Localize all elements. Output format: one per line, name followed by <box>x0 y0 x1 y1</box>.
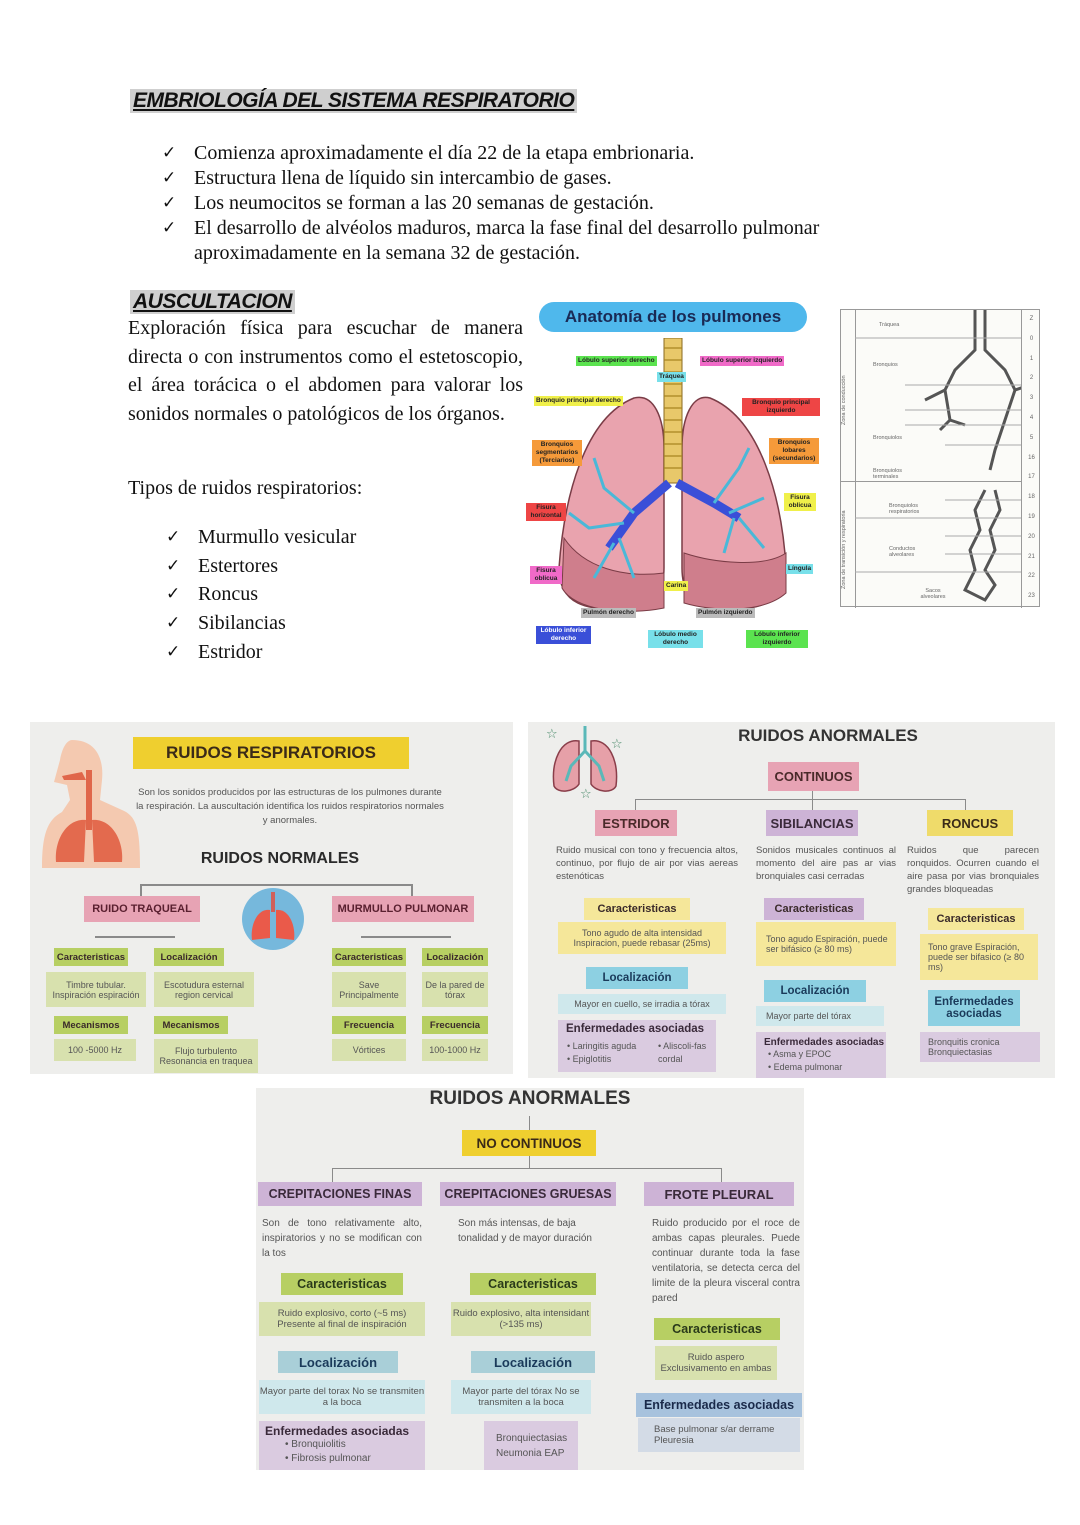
label-pulmon-derecho: Pulmón derecho <box>583 609 634 616</box>
murmullo-frecuencia-label-2: Frecuencia <box>422 1016 488 1034</box>
lungs-circle-icon <box>242 888 304 950</box>
traqueal-caracteristicas-label: Caracteristicas <box>54 948 128 966</box>
frote-caracteristicas-label: Caracteristicas <box>654 1318 780 1340</box>
check-icon: ✓ <box>162 193 177 213</box>
discontinuous-title: RUIDOS ANORMALES <box>429 1088 631 1109</box>
finas-enfermedades-label: Enfermedades asociadas <box>265 1424 410 1438</box>
zone-conduction-label: Zona de conducción <box>841 375 847 425</box>
gruesas-caracteristicas-label: Caracteristicas <box>470 1273 596 1295</box>
airway-tree-icon <box>855 310 1021 608</box>
list-item: ✓ Comienza aproximadamente el día 22 de la etapa embrionaria. <box>162 142 695 164</box>
list-item: ✓ Sibilancias <box>166 609 356 638</box>
gruesas-localizacion-value: Mayor parte del tórax No se transmiten a la boca <box>451 1380 591 1414</box>
label-lobulo-inferior-izquierdo: Lóbulo inferior izquierdo <box>746 630 808 648</box>
frote-enfermedades-label: Enfermedades asociadas <box>636 1393 802 1417</box>
check-icon: ✓ <box>166 613 181 634</box>
label-traquea: Tráquea <box>659 373 684 380</box>
label-bronquios-segmentarios: Bronquios segmentarios (Terciarios) <box>532 440 582 466</box>
bullet-icon: • <box>285 1453 289 1464</box>
murmullo-frecuencia-value-2: 100-1000 Hz <box>422 1039 488 1061</box>
finas-enfermedades-box: Enfermedades asociadas • Bronquiolitis • Fibrosis pulmonar <box>259 1421 425 1470</box>
murmullo-pulmonar-box: MURMULLO PULMONAR <box>332 896 474 922</box>
estridor-description: Ruido musical con tono y frecuencia altos, continuo, por flujo de air por vias aereas estenóticas <box>556 845 738 882</box>
check-icon: ✓ <box>166 584 181 605</box>
airway-generations-diagram: Zona de conducción Zona de transición y respiratoria Tráquea Bronquios Bronquiolos Bronquiolos terminales Bronquiolos respiratorios Conductos alveolares Sacos alveolares Z 0 1 2 3 4 5 16 17 18 19 20 21 22 23 <box>840 309 1040 607</box>
murmullo-caracteristicas-value: Save Principalmente <box>332 972 406 1007</box>
sibilancias-box: SIBILANCIAS <box>766 810 858 836</box>
roncus-caracteristicas-value: Tono grave Espiración, puede ser bifasico (≥ 80 ms) <box>920 934 1038 980</box>
continuos-box: CONTINUOS <box>768 762 859 791</box>
finas-localizacion-label: Localización <box>278 1351 398 1373</box>
traqueal-mecanismos-label-2: Mecanismos <box>154 1016 228 1034</box>
gruesas-description: Son más intensas, de baja tonalidad y de mayor duración <box>458 1218 592 1244</box>
normal-sounds-title: RUIDOS RESPIRATORIOS <box>133 737 409 769</box>
bullet-icon: • <box>768 1049 772 1059</box>
label-bronquios-lobares: Bronquios lobares (secundarios) <box>769 438 819 464</box>
finas-description: Son de tono relativamente alto, inspiratorios y no se modifican con la tos <box>262 1218 422 1259</box>
murmullo-localizacion-value: De la pared de tórax <box>422 972 488 1007</box>
label-fisura-horizontal: Fisura horizontal <box>526 503 566 521</box>
check-icon: ✓ <box>162 168 177 188</box>
traqueal-mecanismos-value-2: Flujo turbulento Resonancia en traquea <box>154 1039 258 1073</box>
traqueal-localizacion-label: Localización <box>154 948 224 966</box>
zone-transition-label: Zona de transición y respiratoria <box>841 510 847 590</box>
check-icon: ✓ <box>162 218 177 238</box>
frote-caracteristicas-value: Ruido aspero Exclusivamento en ambas <box>655 1346 777 1380</box>
estridor-caracteristicas-label: Caracteristicas <box>584 898 690 920</box>
traqueal-localizacion-value: Escotudura esternal region cervical <box>154 972 254 1007</box>
bullet-icon: • <box>567 1054 571 1064</box>
list-item: ✓ Los neumocitos se forman a las 20 semanas de gestación. <box>162 192 654 214</box>
gruesas-localizacion-label: Localización <box>471 1351 595 1373</box>
label-bronquio-principal-derecho: Bronquio principal derecho <box>536 397 621 404</box>
label-pulmon-izquierdo: Pulmón izquierdo <box>698 609 753 616</box>
list-item: ✓ Estertores <box>166 552 356 581</box>
crepitaciones-gruesas-box: CREPITACIONES GRUESAS <box>440 1182 616 1206</box>
normal-sounds-intro: Son los sonidos producidos por las estructuras de los pulmones durante la respiración. La auscultación identifica los ruidos respiratorios normales y anormales. <box>136 787 444 826</box>
list-item: ✓ El desarrollo de alvéolos maduros, marca la fase final del desarrollo pulmonar aproximadamente en la semana 32 de gestación. <box>162 217 820 264</box>
estridor-localizacion-label: Localización <box>586 967 688 989</box>
svg-text:☆: ☆ <box>580 787 592 798</box>
estridor-enfermedades-label: Enfermedades asociadas <box>566 1023 705 1035</box>
no-continuos-box: NO CONTINUOS <box>462 1130 596 1156</box>
lung-anatomy-title: Anatomía de los pulmones <box>539 302 807 332</box>
roncus-enfermedades-value: Bronquitis cronica Bronquiectasias <box>920 1032 1040 1062</box>
label-lingula: Língula <box>788 565 812 572</box>
murmullo-caracteristicas-label: Caracteristicas <box>332 948 406 966</box>
roncus-enfermedades-label: Enfermedades asociadas <box>928 990 1020 1026</box>
human-respiratory-icon <box>42 740 140 868</box>
continuous-title: RUIDOS ANORMALES <box>738 726 918 745</box>
roncus-description: Ruidos que parecen ronquidos. Ocurren cuando el aire pasa por vias bronquiales grandes bloqueadas <box>907 845 1039 895</box>
label-bronquio-principal-izquierdo: Bronquio principal izquierdo <box>742 398 820 416</box>
sibilancias-localizacion-value: Mayor parte del tórax <box>756 1006 884 1026</box>
sibilancias-description: Sonidos musicales continuos al momento del aire pas ar vias bronquiales casi cerradas <box>756 845 896 882</box>
finas-caracteristicas-value: Ruido explosivo, corto (~5 ms) Presente al final de inspiración <box>259 1302 425 1336</box>
continuous-sounds-panel <box>528 722 1055 1078</box>
lung-anatomy-figure <box>524 298 820 656</box>
auscultation-paragraph: Exploración física para escuchar de manera directa o con instrumentos como el estetoscopio, el área torácica o el abdomen para valorar los sonidos normales o patológicos de los órganos. <box>128 317 523 425</box>
bullet-icon: • <box>658 1041 662 1051</box>
svg-text:☆: ☆ <box>611 737 623 752</box>
frote-enfermedades-value: Base pulmonar s/ar derrame Pleuresia <box>638 1418 800 1452</box>
check-icon: ✓ <box>166 527 181 547</box>
estridor-caracteristicas-value: Tono agudo de alta intensidad Inspiracion, puede rebasar (25ms) <box>558 922 726 954</box>
generation-numbers: Z 0 1 2 3 4 5 16 17 18 19 20 21 22 23 <box>1028 316 1035 600</box>
sibilancias-enfermedades-box: Enfermedades asociadas • Asma y EPOC • Edema pulmonar <box>756 1032 886 1078</box>
types-label: Tipos de ruidos respiratorios: <box>128 477 363 499</box>
auscultation-title: AUSCULTACION <box>130 290 295 314</box>
label-carina: Carina <box>666 582 687 589</box>
sibilancias-caracteristicas-label: Caracteristicas <box>764 898 864 920</box>
lungs-illustration <box>524 338 820 638</box>
label-lobulo-medio-derecho: Lóbulo medio derecho <box>648 630 703 648</box>
label-lobulo-inferior-derecho: Lóbulo inferior derecho <box>536 626 591 644</box>
embryology-list <box>162 141 882 266</box>
estridor-box: ESTRIDOR <box>595 810 677 836</box>
crepitaciones-finas-box: CREPITACIONES FINAS <box>258 1182 422 1206</box>
ruido-traqueal-box: RUIDO TRAQUEAL <box>84 896 200 922</box>
roncus-box: RONCUS <box>927 810 1013 836</box>
list-item: ✓ Murmullo vesicular <box>166 523 356 552</box>
label-lobulo-superior-derecho: Lóbulo superior derecho <box>578 357 655 364</box>
murmullo-frecuencia-label-1: Frecuencia <box>332 1016 406 1034</box>
list-item: ✓ Estructura llena de líquido sin intercambio de gases. <box>162 167 612 189</box>
normal-sounds-panel <box>30 722 513 1074</box>
list-item: ✓ Roncus <box>166 580 356 609</box>
label-lobulo-superior-izquierdo: Lóbulo superior izquierdo <box>702 357 783 364</box>
bullet-icon: • <box>768 1062 772 1072</box>
estridor-enfermedades-box: Enfermedades asociadas • Laringitis aguda • Epiglotitis • Aliscoli-fas cordal <box>558 1020 716 1072</box>
list-item: ✓ Estridor <box>166 638 356 667</box>
sibilancias-enfermedades-label: Enfermedades asociadas <box>764 1037 885 1048</box>
check-icon: ✓ <box>162 143 177 163</box>
label-fisura-oblicua-izq: Fisura oblicua <box>784 493 816 511</box>
sibilancias-localizacion-label: Localización <box>764 980 866 1002</box>
murmullo-localizacion-label: Localización <box>422 948 488 966</box>
bullet-icon: • <box>567 1041 571 1051</box>
estridor-localizacion-value: Mayor en cuello, se irradia a tórax <box>558 994 726 1014</box>
discontinuous-sounds-panel <box>256 1088 804 1470</box>
traqueal-caracteristicas-value: Timbre tubular. Inspiración espiración <box>46 972 146 1007</box>
sibilancias-caracteristicas-value: Tono agudo Espiración, puede ser bifásico (≥ 80 ms) <box>756 922 896 966</box>
murmullo-frecuencia-value-1: Vórtices <box>332 1039 406 1061</box>
svg-text:☆: ☆ <box>546 727 558 742</box>
frote-pleural-box: FROTE PLEURAL <box>644 1182 794 1206</box>
finas-localizacion-value: Mayor parte del torax No se transmiten a la boca <box>259 1380 425 1414</box>
traqueal-mecanismos-value-1: 100 -5000 Hz <box>54 1039 136 1061</box>
check-icon: ✓ <box>166 641 181 662</box>
finas-caracteristicas-label: Caracteristicas <box>281 1273 403 1295</box>
sound-types-list <box>166 523 356 667</box>
lungs-stars-icon <box>546 726 626 798</box>
normal-sounds-subtitle: RUIDOS NORMALES <box>200 850 360 867</box>
check-icon: ✓ <box>166 555 181 576</box>
traqueal-mecanismos-label-1: Mecanismos <box>54 1016 128 1034</box>
frote-description: Ruido producido por el roce de ambas capas pleurales. Puede continuar durante toda la fase ventilatoria, se detecta cerca del limite de la pleura visceral contra pared <box>652 1218 800 1304</box>
label-fisura-oblicua-der: Fisura oblicua <box>530 566 562 584</box>
roncus-caracteristicas-label: Caracteristicas <box>928 908 1024 930</box>
gruesas-caracteristicas-value: Ruido explosivo, alta intensidant (>135 ms) <box>451 1302 591 1336</box>
gruesas-enfermedades-value: Bronquiectasias Neumonia EAP <box>484 1421 578 1470</box>
bullet-icon: • <box>285 1439 289 1450</box>
embryology-title: EMBRIOLOGÍA DEL SISTEMA RESPIRATORIO <box>130 89 577 113</box>
